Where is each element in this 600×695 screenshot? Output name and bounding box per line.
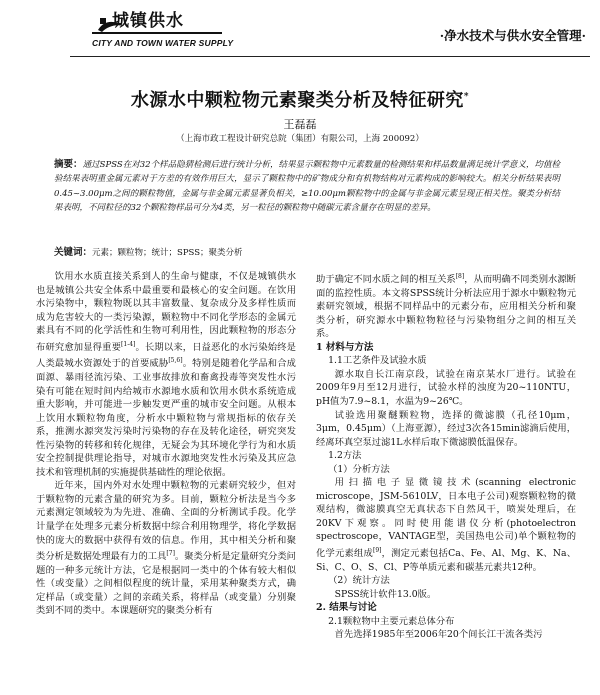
paragraph: 试验选用聚醚颗粒物，选择的微滤膜（孔径10μm，3μm，0.45μm）（上海亚源），经过3次各15min滤滴后使用，经离环真空泵过滤1L水样后取下微滤膜低温保存。 xyxy=(316,409,576,448)
article-title: 水源水中颗粒物元素聚类分析及特征研究* xyxy=(130,90,470,111)
section-heading: 1 材料与方法 xyxy=(316,341,374,353)
header-rule xyxy=(70,56,590,57)
paragraph: 源水取自长江南京段，试验在南京某水厂进行。试验在2009年9月至12月进行，试验水样的浊度为20~110NTU，pH值为7.9~8.1，水温为9~26℃。 xyxy=(316,368,576,408)
subsection-heading: 1.1工艺条件及试验水质 xyxy=(328,355,427,367)
paragraph: 近年来，国内外对水处理中颗粒物的元素研究较少，但对于颗粒物的元素含量的研究为多。目前，颗粒分析法是当今多元素测定领域较为为先进、准确、全面的分析测试手段。化学计量学在处理多元素分析数据中综合利用物理学，将化学数据快的庞大的数据中获得有效的信息。作用，其中相关分析和聚类分析是数据处理最有力的工具[7]。聚类分析是定量研究分类问题的一种多元统计方法，它是根据同一类中的个体有较大相似性（或变量）之间相似程度的统计量，采用某种聚类方式，确定样品（或变量）之间的亲疏关系，将样品（或变量）分别聚类到不同的类中。本课题研究的聚类分析有 xyxy=(36,480,296,617)
page-header xyxy=(0,0,600,60)
title-footnote-mark: * xyxy=(463,92,470,102)
abstract-text: 通过SPSS在对32个样品隐猜检测后进行统计分析，结果显示颗粒物中元素数量的检测结果和样品数量满足统计学意义，均值检验结果表明重金属元素对于方差的有效作用巨大，显示了颗粒物中的矿物成分和有机物结构对元素构成的影响较大。相关分析结果表明0.45~3.00μm之间的颗粒物值，金属与非金属元素显著负相关，≥10.00μm颗粒物中的金属与非金属元素呈现正相关性。聚类分析结果表明，不同粒径的32个颗粒物样品可分为4类，另一粒径的颗粒物中随碳元素含量存在明显的差异。 xyxy=(54,160,560,213)
paragraph: 首先选择1985年至2006年20个间长江干流各类污 xyxy=(334,629,543,641)
paragraph: SPSS统计软件13.0版。 xyxy=(334,588,437,600)
paragraph: 用扫描电子显微镜技术(scanning electronic microscope，JSM-5610LV，日本电子公司)观察颗粒物的微观结构，微滤膜真空无真状态下自然风干，喷炭处理后，在20KV下观察。同时使用能谱仪分析(photoelectron spectroscope，VANTAGE型，美国热电公司)单个颗粒物的化学元素组成[9]，测定元素包括Ca、Fe、Al、Mg、K、Na、Si、C、O、S、Cl、P等单质元素和碳基元素共12种。 xyxy=(316,477,576,573)
logo-english-name: CITY AND TOWN WATER SUPPLY xyxy=(92,38,234,48)
logo-chinese-name: 城镇供水 xyxy=(112,11,184,31)
subsection-heading: （2）统计方法 xyxy=(328,575,390,587)
abstract-label: 摘要： xyxy=(54,159,83,170)
keywords xyxy=(54,246,560,260)
subsection-heading: （1）分析方法 xyxy=(328,463,390,475)
subsection-heading: 2.1颗粒物中主要元素总体分布 xyxy=(328,615,455,627)
right-column xyxy=(316,270,576,642)
author-name: 王磊磊 xyxy=(283,118,317,131)
abstract xyxy=(54,158,560,215)
logo-underline xyxy=(92,32,222,34)
column-heading: ·净水技术与供水安全管理· xyxy=(439,28,586,43)
journal-logo xyxy=(92,8,242,54)
keywords-text: 元素；颗粒物；统计；SPSS；聚类分析 xyxy=(92,248,243,258)
author-affiliation: （上海市政工程设计研究总院（集团）有限公司，上海 200092） xyxy=(176,134,424,144)
paragraph: 饮用水水质直接关系到人的生命与健康，不仅是城镇供水也是城镇公共安全体系中最重要和最核心的安全问题。在饮用水污染物中，颗粒物既以其丰富数量、复杂成分及多样性质而成为危害较大的一类污染源，颗粒物中不同化学形态的金属元素具有不同的化学活性和生物可利用性，因此颗粒物的形态分布研究愈加显得重要[1-4]。长期以来，日益恶化的水污染始终是人类最城水资源处于的首要威胁[5,6]。特别是随着化学品和合成面源、暴雨径流污染、工业事故排放和畜禽投毒等突发性水污染有可能在短时间内给城市水源地水质和饮用水供水系统造成重大影响，并可能进一步触发更严重的城市安全问题。从根本上饮用水颗粒物角度，分析水中颗粒物与常规指标的依存关系，推测水源突发污染时污染物的存在及转化途径，研究突发性污染物的转移和转化规律，无疑会为其环境化学行为和水质安全控制提供理论指导，对城市水源地突发性水污染及其应急技术和管理机制的实施提供基础性的理论依据。 xyxy=(36,271,296,478)
keywords-label: 关键词： xyxy=(54,247,93,258)
subsection-heading: 1.2方法 xyxy=(328,450,362,462)
paragraph: 助于确定不同水质之间的相互关系[8]，从而明确不同类别水源断面的监控性质。本文将SPSS统计分析法应用于源水中颗粒物元素研究领域，根据不同样品中的元素分布，应用相关分析和聚类分析，研究源水中颗粒物粒径与污染物组分之间的相互关系。 xyxy=(316,273,576,340)
left-column xyxy=(36,270,296,618)
section-heading: 2. 结果与讨论 xyxy=(316,602,377,614)
